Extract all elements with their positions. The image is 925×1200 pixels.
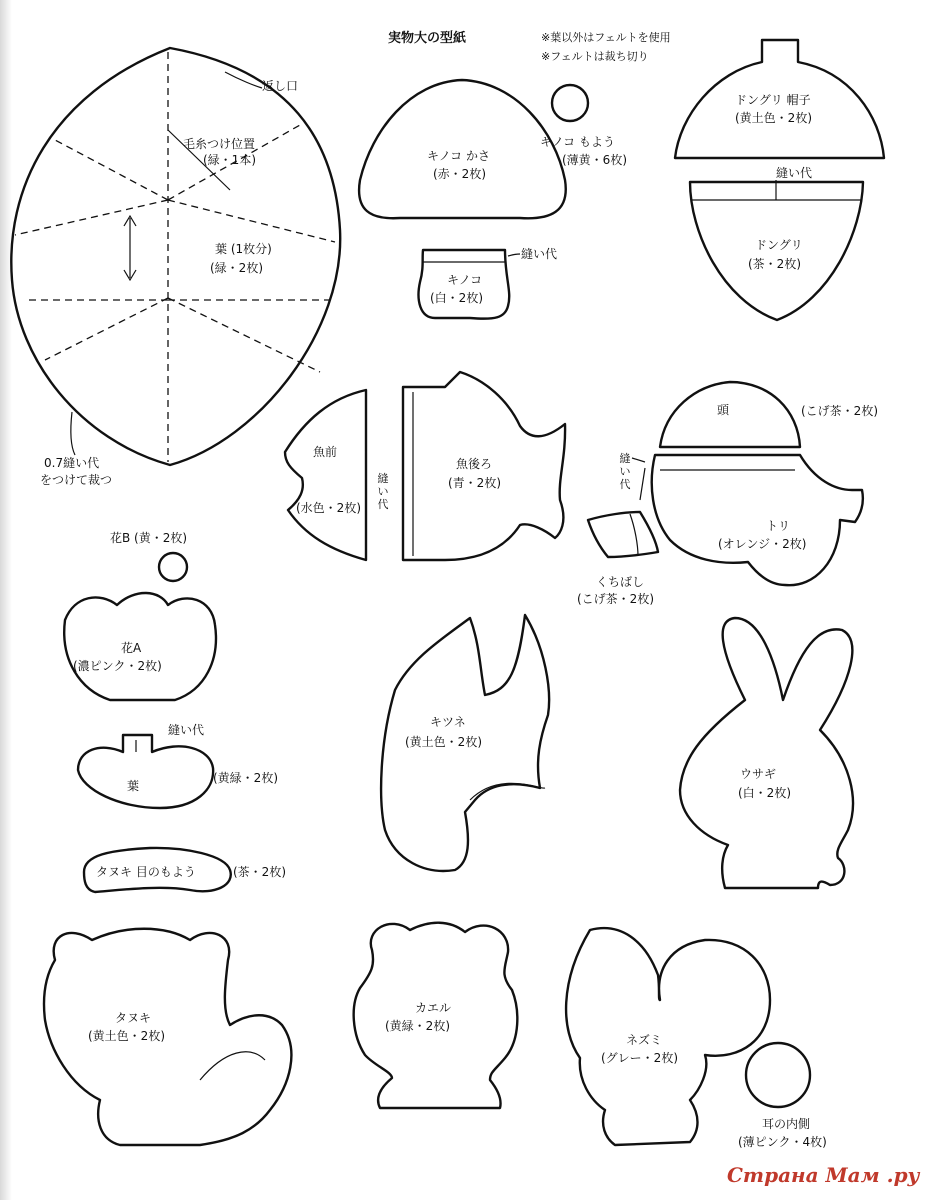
- acorn-body-spec: (茶・2枚): [748, 257, 801, 271]
- fish-allowance: 縫い代: [377, 472, 389, 511]
- fish-back-name: 魚後ろ: [456, 457, 493, 471]
- flower-a-name: 花A: [121, 641, 142, 655]
- flower-leaf-name: 葉: [127, 779, 140, 793]
- fox-name: キツネ: [430, 715, 466, 729]
- tanuki-spec: (黄土色・2枚): [88, 1029, 165, 1043]
- bird-head-spec: (こげ茶・2枚): [801, 404, 878, 418]
- fish-pattern: [285, 372, 565, 560]
- mouse-pattern: [566, 928, 810, 1145]
- fish-front-spec: (水色・2枚): [296, 501, 361, 515]
- leaf-pattern: [11, 48, 340, 465]
- tanuki-pattern: [44, 929, 291, 1145]
- header-note-felt: ※葉以外はフェルトを使用: [541, 31, 671, 44]
- leaf-name: 葉 (1枚分): [215, 242, 272, 256]
- acorn-cap-spec: (黄土色・2枚): [735, 111, 812, 125]
- mushroom-stem-name: キノコ: [447, 273, 483, 287]
- mushroom-stem-spec: (白・2枚): [430, 291, 483, 305]
- mouse-name: ネズミ: [626, 1033, 663, 1047]
- fox-spec: (黄土色・2枚): [405, 735, 482, 749]
- rabbit-name: ウサギ: [740, 767, 777, 781]
- tanuki-name: タヌキ: [115, 1011, 152, 1025]
- bird-beak-name: くちばし: [596, 575, 645, 589]
- fish-back-spec: (青・2枚): [448, 476, 501, 490]
- frog-spec: (黄緑・2枚): [385, 1019, 450, 1033]
- bird-body-name: トリ: [766, 519, 791, 533]
- acorn-body-name: ドングリ: [755, 238, 803, 252]
- leaf-yarn-position: 毛糸つけ位置: [183, 137, 256, 151]
- page-title: 実物大の型紙: [388, 31, 467, 46]
- mushroom-pattern-spec: (薄黄・6枚): [562, 153, 627, 167]
- flower-b-label: 花B (黄・2枚): [110, 531, 188, 545]
- flower-pattern: [64, 553, 216, 808]
- leaf-yarn-color: (緑・1本): [203, 153, 256, 167]
- bird-beak-spec: (こげ茶・2枚): [577, 592, 654, 606]
- bird-allowance: 縫い代: [619, 452, 631, 491]
- flower-allowance: 縫い代: [168, 723, 205, 737]
- bird-body-spec: (オレンジ・2枚): [718, 537, 807, 551]
- leaf-allowance-1: 0.7縫い代: [44, 456, 100, 470]
- mouse-spec: (グレー・2枚): [601, 1051, 678, 1065]
- mouse-inner-ear-name: 耳の内側: [762, 1117, 811, 1131]
- site-watermark: Страна Мам .ру: [727, 1163, 920, 1187]
- rabbit-spec: (白・2枚): [738, 786, 791, 800]
- rabbit-pattern: [680, 618, 853, 888]
- acorn-cap-name: ドングリ 帽子: [735, 93, 811, 107]
- frog-name: カエル: [415, 1001, 452, 1015]
- acorn-allowance: 縫い代: [776, 166, 813, 180]
- leaf-spec: (緑・2枚): [210, 261, 263, 275]
- leaf-return-opening: 返し口: [262, 79, 299, 93]
- mouse-inner-ear-spec: (薄ピンク・4枚): [738, 1135, 827, 1149]
- flower-a-spec: (濃ピンク・2枚): [73, 659, 162, 673]
- header-note-cut: ※フェルトは裁ち切り: [541, 50, 649, 63]
- bird-head-name: 頭: [717, 403, 730, 417]
- mushroom-cap-name: キノコ かさ: [427, 149, 490, 163]
- mushroom-pattern-name: キノコ もよう: [540, 135, 615, 149]
- tanuki-eye-name: タヌキ 目のもよう: [96, 865, 196, 879]
- mushroom-cap-spec: (赤・2枚): [433, 167, 486, 181]
- tanuki-eye-spec: (茶・2枚): [233, 865, 286, 879]
- leaf-allowance-2: をつけて裁つ: [40, 473, 113, 487]
- fish-front-name: 魚前: [313, 445, 338, 459]
- mushroom-allowance: 縫い代: [521, 247, 558, 261]
- flower-leaf-spec: (黄緑・2枚): [213, 771, 278, 785]
